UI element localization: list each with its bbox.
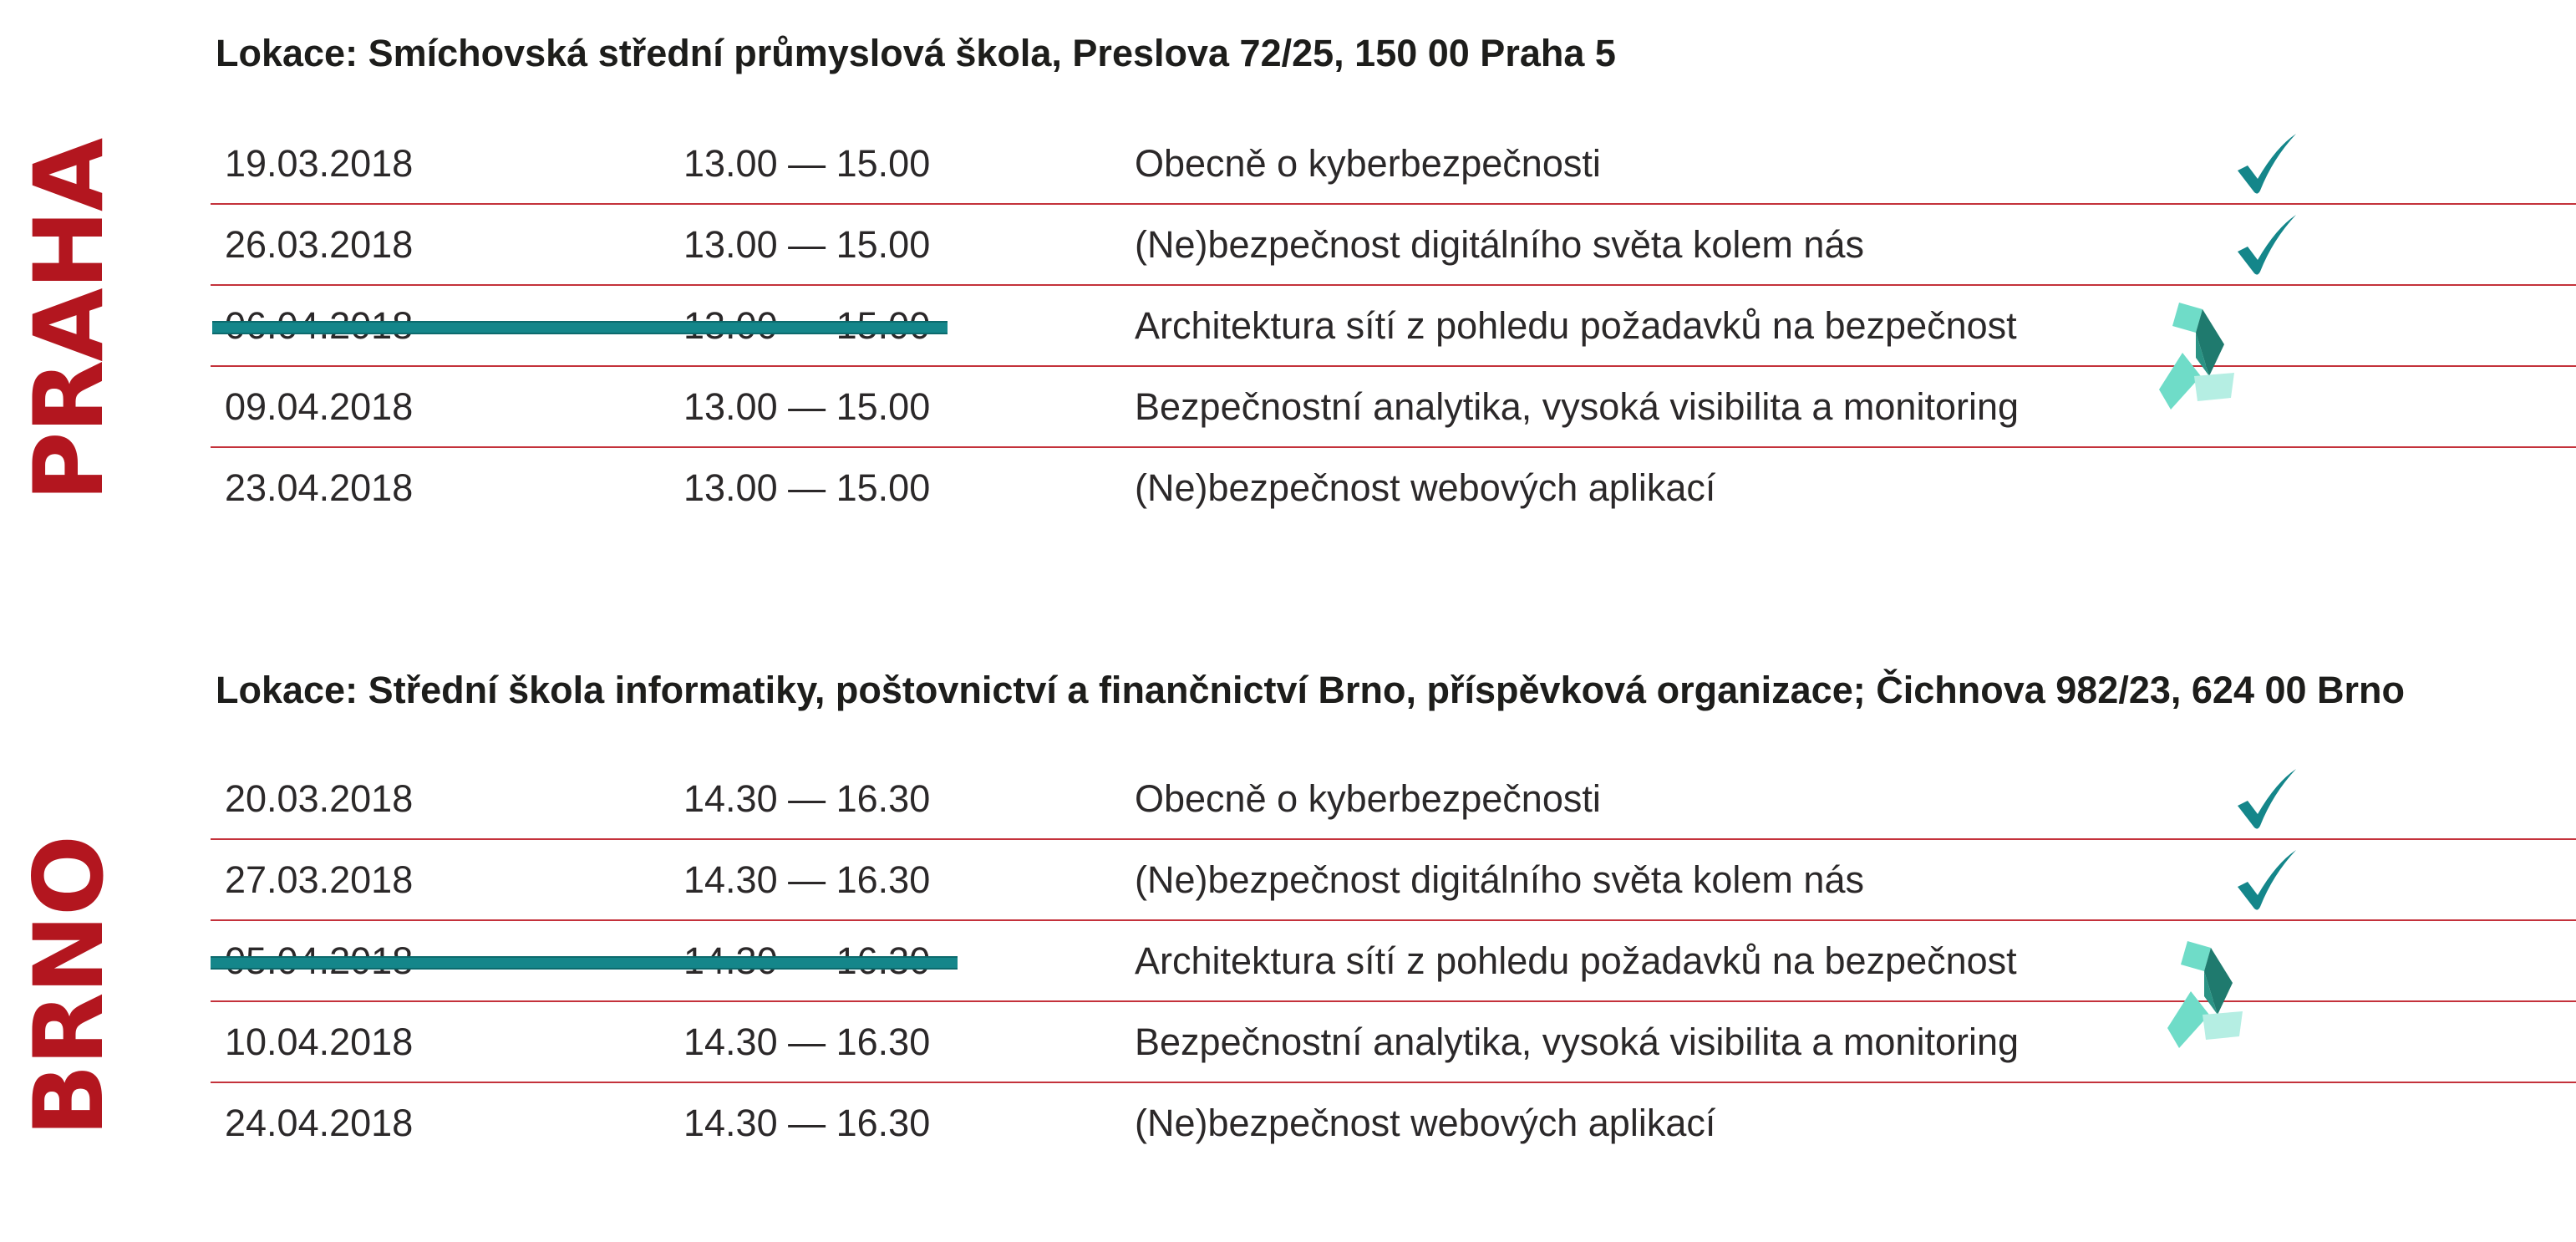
table-row <box>211 1083 2576 1163</box>
date-cell: 27.03.2018 <box>225 858 414 901</box>
date-cell: 23.04.2018 <box>225 466 414 509</box>
table-row <box>211 205 2576 286</box>
topic-cell: Architektura sítí z pohledu požadavků na bezpečnost <box>1135 304 2017 347</box>
time-cell: 14.30 — 16.30 <box>683 777 931 820</box>
topic-cell: Obecně o kyberbezpečnosti <box>1135 142 1601 185</box>
time-cell: 14.30 — 16.30 <box>683 1021 931 1063</box>
date-cell: 20.03.2018 <box>225 777 414 820</box>
strikethrough-mark <box>212 321 948 334</box>
topic-cell: Bezpečnostní analytika, vysoká visibilita a monitoring <box>1135 385 2020 428</box>
date-cell: 19.03.2018 <box>225 142 414 185</box>
pencil-icon <box>2154 299 2238 416</box>
time-cell: 14.30 — 16.30 <box>683 1102 931 1144</box>
checkmark-icon <box>2233 762 2299 837</box>
topic-cell: (Ne)bezpečnost webových aplikací <box>1135 1102 1716 1144</box>
time-cell: 13.00 — 15.00 <box>683 466 931 509</box>
topic-cell: Architektura sítí z pohledu požadavků na bezpečnost <box>1135 939 2017 982</box>
date-cell: 09.04.2018 <box>225 385 414 428</box>
topic-cell: Bezpečnostní analytika, vysoká visibilita a monitoring <box>1135 1021 2020 1063</box>
pencil-icon <box>2162 938 2246 1055</box>
topic-cell: Obecně o kyberbezpečnosti <box>1135 777 1601 820</box>
time-cell: 13.00 — 15.00 <box>683 142 931 185</box>
time-cell: 14.30 — 16.30 <box>683 858 931 901</box>
location-title: Lokace: Smíchovská střední průmyslová škola, Preslova 72/25, 150 00 Praha 5 <box>216 32 1616 74</box>
topic-cell: (Ne)bezpečnost digitálního světa kolem nás <box>1135 858 1864 901</box>
table-row <box>211 840 2576 921</box>
time-cell: 13.00 — 15.00 <box>683 385 931 428</box>
time-cell: 13.00 — 15.00 <box>683 223 931 266</box>
date-cell: 10.04.2018 <box>225 1021 414 1063</box>
location-title: Lokace: Střední škola informatiky, poštovnictví a finančnictví Brno, příspěvková organizace; Čichnova 982/23, 624 00 Brno <box>216 669 2406 711</box>
checkmark-icon <box>2233 843 2299 919</box>
topic-cell: (Ne)bezpečnost digitálního světa kolem nás <box>1135 223 1864 266</box>
city-label: PRAHA <box>13 139 124 501</box>
table-row <box>211 759 2576 840</box>
date-cell: 24.04.2018 <box>225 1102 414 1144</box>
table-row <box>211 448 2576 527</box>
strikethrough-mark <box>211 956 958 970</box>
date-cell: 26.03.2018 <box>225 223 414 266</box>
topic-cell: (Ne)bezpečnost webových aplikací <box>1135 466 1716 509</box>
checkmark-icon <box>2233 208 2299 283</box>
checkmark-icon <box>2233 127 2299 202</box>
city-label: BRNO <box>13 837 124 1137</box>
table-row <box>211 124 2576 205</box>
